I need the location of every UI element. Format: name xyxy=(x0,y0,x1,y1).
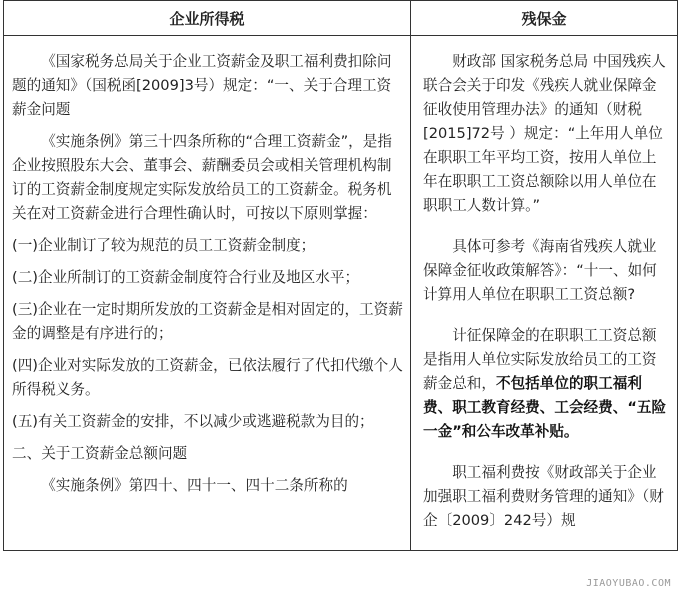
paragraph: (二)企业所制订的工资薪金制度符合行业及地区水平； xyxy=(12,269,360,286)
paragraph: (一)企业制订了较为规范的员工工资薪金制度； xyxy=(12,237,316,254)
paragraph: 职工福利费按《财政部关于企业加强职工福利费财务管理的通知》（财企〔2009〕242号）规 xyxy=(423,464,664,529)
paragraph: 财政部 国家税务总局 中国残疾人联合会关于印发《残疾人就业保障金征收使用管理办法》的通知（财税[2015]72号 ）规定：“上年用人单位在职职工年平均工资，按用人单位上年在职职工工资总额除以用人单位在职职工人数计算。” xyxy=(423,53,666,214)
table-body-row xyxy=(4,36,678,551)
paragraph: 《国家税务总局关于企业工资薪金及职工福利费扣除问题的通知》（国税函[2009]3号）规定：“一、关于合理工资薪金问题 xyxy=(12,53,392,118)
header-disability-fund: 残保金 xyxy=(411,1,678,36)
paragraph: (三)企业在一定时期所发放的工资薪金是相对固定的，工资薪金的调整是有序进行的； xyxy=(12,301,403,342)
paragraph: (五)有关工资薪金的安排，不以减少或逃避税款为目的； xyxy=(12,413,374,430)
bold-text: 不包括单位的职工福利费、职工教育经费、工会经费、“五险一金”和公车改革补贴。 xyxy=(423,375,667,440)
paragraph: 二、关于工资薪金总额问题 xyxy=(12,445,188,462)
paragraph: 《实施条例》第四十、四十一、四十二条所称的 xyxy=(41,477,348,494)
comparison-table xyxy=(3,0,678,551)
corporate-income-tax-cell xyxy=(4,36,411,551)
paragraph-text: 计征保障金的在职职工工资总额是指用人单位实际发放给员工的工资薪金总和， xyxy=(423,327,657,392)
paragraph: (四)企业对实际发放的工资薪金，已依法履行了代扣代缴个人所得税义务。 xyxy=(12,357,403,398)
paragraph xyxy=(423,324,671,444)
paragraph: 具体可参考《海南省残疾人就业保障金征收政策解答》：“十一、如何计算用人单位在职职工工资总额? xyxy=(423,238,657,303)
disability-fund-cell xyxy=(411,36,678,551)
header-corporate-income-tax: 企业所得税 xyxy=(4,1,411,36)
table-header-row xyxy=(4,1,678,36)
paragraph: 《实施条例》第三十四条所称的“合理工资薪金”，是指企业按照股东大会、董事会、薪酬委员会或相关管理机构制订的工资薪金制度规定实际发放给员工的工资薪金。税务机关在对工资薪金进行合理性确认时，可按以下原则掌握： xyxy=(12,133,392,222)
watermark: JIAOYUBAO.COM xyxy=(586,578,671,589)
